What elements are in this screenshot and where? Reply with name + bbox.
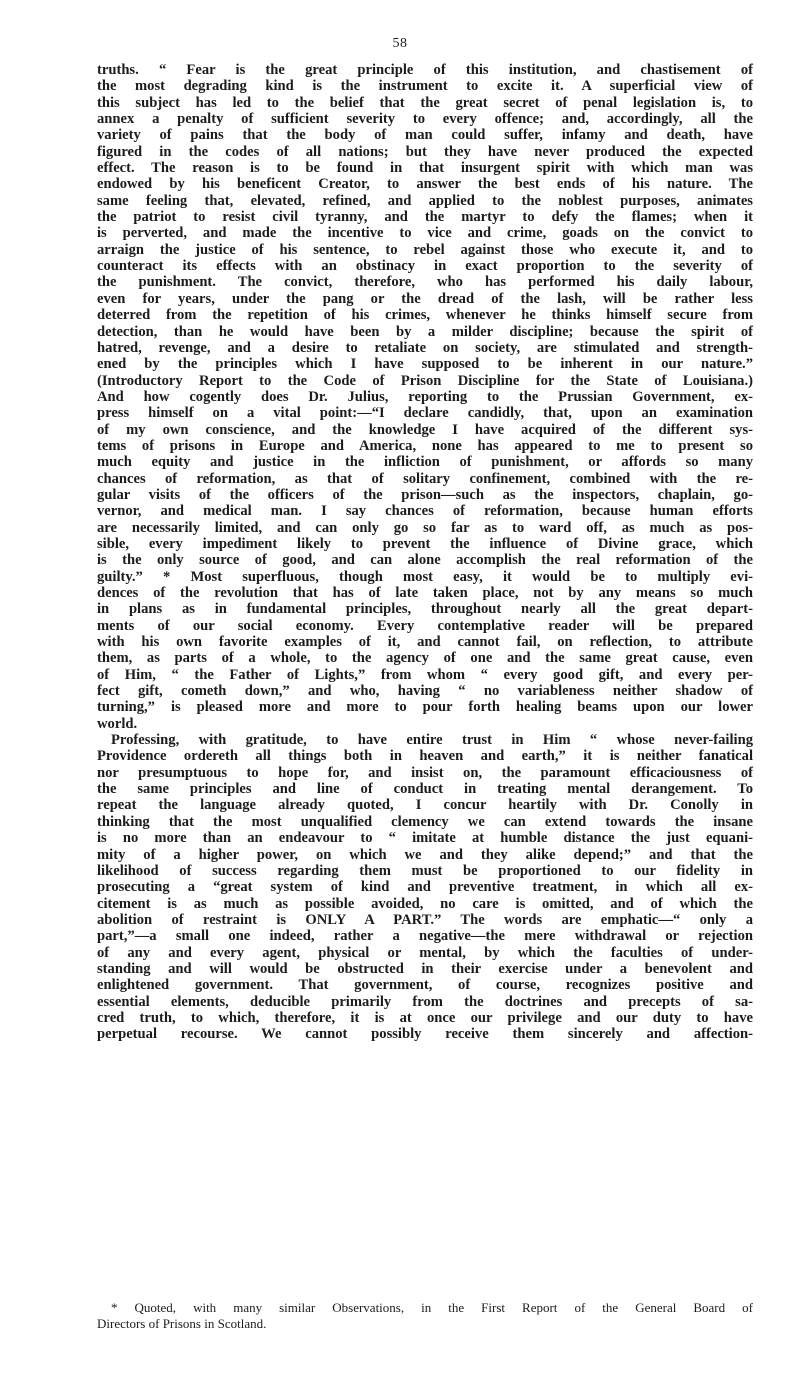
body-line: cred truth, to which, therefore, it is at once our privilege and our duty to have <box>97 1009 753 1026</box>
body-line: essential elements, deducible primarily from the doctrines and precepts of sa- <box>97 993 753 1010</box>
body-line: effect. The reason is to be found in that insurgent spirit with which man was <box>97 160 753 177</box>
body-line: counteract its effects with an obstinacy in exact proportion to the severity of <box>97 258 753 275</box>
body-line: tems of prisons in Europe and America, none has appeared to me to present so <box>97 437 753 454</box>
body-line: same feeling that, elevated, refined, and applied to the noblest purposes, animates <box>97 192 753 209</box>
body-line: annex a penalty of sufficient severity to every offence; and, accordingly, all the <box>97 111 753 128</box>
body-line: them, as parts of a whole, to the agency of one and the same great cause, even <box>97 650 753 667</box>
body-line: is perverted, and made the incentive to vice and crime, goads on the convict to <box>97 225 753 242</box>
body-line: is the only source of good, and can alone accomplish the real reformation of the <box>97 552 753 569</box>
body-line: chances of reformation, as that of solitary confinement, combined with the re- <box>97 470 753 487</box>
body-line: Professing, with gratitude, to have entire trust in Him “ whose never-failing <box>111 732 753 749</box>
body-line: likelihood of success regarding them must be proportioned to our fidelity in <box>97 862 753 879</box>
footnote <box>97 1300 753 1331</box>
body-line: hatred, revenge, and a desire to retaliate on society, are stimulated and strength- <box>97 339 753 356</box>
body-line: dences of the revolution that has of late taken place, not by any means so much <box>97 585 753 601</box>
body-line: And how cogently does Dr. Julius, reporting to the Prussian Government, ex- <box>97 388 753 405</box>
body-line: the same principles and line of conduct in treating mental derangement. To <box>97 781 753 798</box>
body-line: truths. “ Fear is the great principle of this institution, and chastisement of <box>97 62 753 78</box>
body-line: detection, than he would have been by a milder discipline; because the spirit of <box>97 323 753 340</box>
body-line: thinking that the most unqualified clemency we can extend towards the insane <box>97 813 753 830</box>
body-line: sible, every impediment likely to prevent the influence of Divine grace, which <box>97 535 753 552</box>
body-line: repeat the language already quoted, I concur heartily with Dr. Conolly in <box>97 797 753 814</box>
body-line: even for years, under the pang or the dread of the lash, will be rather less <box>97 290 753 307</box>
body-line: (Introductory Report to the Code of Prison Discipline for the State of Louisiana.) <box>97 372 753 389</box>
body-line: mity of a higher power, on which we and they alike depend;” and that the <box>97 846 753 863</box>
body-line: perpetual recourse. We cannot possibly receive them sincerely and affection- <box>97 1026 753 1043</box>
body-line: part,”—a small one indeed, rather a negative—the mere withdrawal or rejection <box>97 928 753 945</box>
body-line: ened by the principles which I have supposed to be inherent in our nature.” <box>97 356 753 373</box>
body-line: deterred from the repetition of his crimes, whenever he thinks himself secure from <box>97 307 753 324</box>
body-line: variety of pains that the body of man could suffer, infamy and death, have <box>97 127 753 144</box>
body-line: the punishment. The convict, therefore, who has performed his daily labour, <box>97 274 753 291</box>
body-line: are necessarily limited, and can only go so far as to ward off, as much as pos- <box>97 519 753 536</box>
body-line: this subject has led to the belief that the great secret of penal legislation is, to <box>97 94 753 111</box>
body-line: nor presumptuous to hope for, and insist on, the paramount efficaciousness of <box>97 764 753 781</box>
body-line: standing and will would be obstructed in their exercise under a benevolent and <box>97 960 753 977</box>
body-line: gular visits of the officers of the prison—such as the inspectors, chaplain, go- <box>97 486 753 503</box>
body-line: Providence ordereth all things both in heaven and earth,” it is neither fanatical <box>97 748 753 765</box>
body-line: citement is as much as possible avoided, no care is omitted, and of which the <box>97 895 753 912</box>
body-line: is no more than an endeavour to “ imitate at humble distance the just equani- <box>97 830 753 847</box>
footnote-line: Directors of Prisons in Scotland. <box>97 1315 267 1331</box>
body-line: much equity and justice in the infliction of punishment, or affords so many <box>97 454 753 471</box>
body-line: turning,” is pleased more and more to pour forth healing beams upon our lower <box>97 699 753 716</box>
body-line: ments of our social economy. Every contemplative reader will be prepared <box>97 617 753 634</box>
body-line: endowed by his beneficent Creator, to answer the best ends of his nature. The <box>97 176 753 193</box>
body-line: guilty.” * Most superfluous, though most easy, it would be to multiply evi- <box>97 568 753 585</box>
body-line: the most degrading kind is the instrument to excite it. A superficial view of <box>97 78 753 95</box>
body-text <box>97 62 753 1043</box>
body-line: of Him, “ the Father of Lights,” from whom “ every good gift, and every per- <box>97 666 753 683</box>
body-line: enlightened government. That government, of course, recognizes positive and <box>97 977 753 994</box>
body-line: with his own favorite examples of it, and cannot fail, on reflection, to attribute <box>97 634 753 651</box>
body-line: figured in the codes of all nations; but they have never produced the expected <box>97 143 753 160</box>
body-line: of any and every agent, physical or mental, by which the faculties of under- <box>97 944 753 961</box>
body-line: press himself on a vital point:—“I declare candidly, that, upon an examination <box>97 405 753 422</box>
body-line: world. <box>97 715 138 732</box>
body-line: fect gift, cometh down,” and who, having “ no variableness neither shadow of <box>97 683 753 700</box>
body-line: vernor, and medical man. I say chances of reformation, because human efforts <box>97 503 753 520</box>
body-line: prosecuting a “great system of kind and preventive treatment, in which all ex- <box>97 879 753 896</box>
body-line: arraign the justice of his sentence, to rebel against those who execute it, and to <box>97 241 753 258</box>
body-line: in plans as in fundamental principles, throughout nearly all the great depart- <box>97 601 753 618</box>
footnote-line: * Quoted, with many similar Observations, in the First Report of the General Board of <box>111 1300 753 1315</box>
body-line: abolition of restraint is ONLY A PART.” The words are emphatic—“ only a <box>97 911 753 928</box>
body-line: of my own conscience, and the knowledge I have acquired of the different sys- <box>97 421 753 438</box>
page-number: 58 <box>392 36 408 51</box>
body-line: the patriot to resist civil tyranny, and the martyr to defy the flames; when it <box>97 209 753 226</box>
